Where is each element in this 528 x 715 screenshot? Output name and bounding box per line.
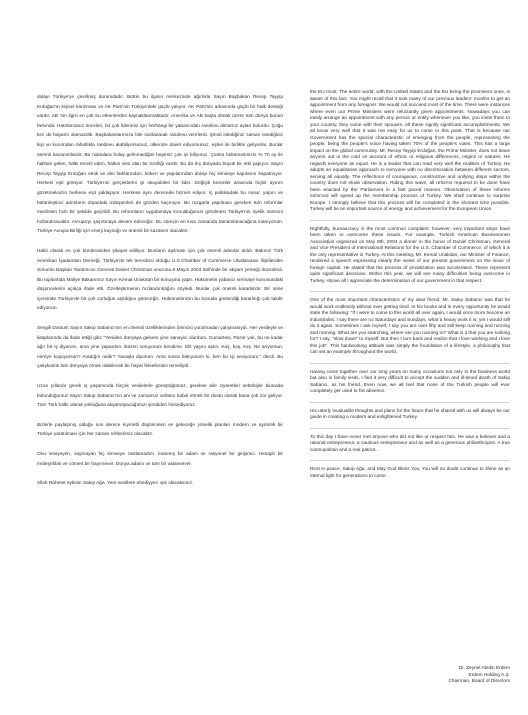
tr-paragraph-1: dolayı Türkiye'ye çevrilmiş durumdadır. Bütün bu ilginin merkezinde ağırlıkla Sayın Başbakan Recep Tayyip Erdoğan'ın kişisel karizması ve AK Parti'nin Türkiye'deki güçlü yatıyor. AK Parti'nin arkasında güçlü bir halk desteği vardır. AB 'nin ilgisi en çok bu etkenlerden kaynaklanmaktadır. Amerika ve AB başta olmak üzere tüm dünya bunun farkında. Hatırlarsanız önceleri, bir çok liderimiz için herhangi bir yabancıdan randevu almamız ayları bulurdu. Çoğu kez de başarılı olamazdık. Başbakanlarımıza bile nazlanarak randevu verirlerdi. Şimdi istediğiniz zaman istediğiniz kişi ve kurumdan rahatlıkla randevu alabiliyorsunuz, ülkenize davet ediyorsunuz, eşleri ile birlikte geliyorlar. Bunlar önemli kazanımlardır. Bu noktalara holay gelinmediğini hepimiz çok iyi biliyoruz. Çünkü hükümetimizin % 70 oy ile halktan gelen, halkı temsil eden, halkın sesi olan bir özelliği vardır. Bu da dış dünyada büyük bir etki yapıyor. Sayın Recep Tayyip Erdoğan etnik ve dini farklarından, köken ve yapılarından dolayı hiç kimseye kapılarını kapatmıyor. Herkesi eşit görüyor. Türkiye'nin gerçeklerini iyi okuyabilen bir lider. Değişik kesimler arasında hiçbir ayırım gözetmeksizin herkese eşit yaklaşıyor. Herkese aynı derecede hizmet ediyor. İç politikadaki bu cesur, yapıcı ve bütünleştirici adımların dışardaki izdüşümleri de gözden kaçmıyor. Bu rüzgarla yapılması gereken tüm reformlar meclisten hızlı bir şekilde geçirildi. Bu reformların uygulamaya konulduğunun görülmesi Türkiye'nin üyelik sürecini hızlandıracaktır. Avrupa'yı şaşırtmaya devam edeceğiz. Bu süreçin en kısa zamanda tamamlanacağına inanıyorum. Türkiye Avrupa Birliği için enerji kaynağı ve önemli bir kazanım olacaktır. [37,95,283,235]
en-paragraph-4: Having come together over our long years on many occasions not only in the business world but also in family visits, I find it very difficult to accept the sudden and ill-timed death of Sakıp Sabancı, as his friend. Even now, we all feel that none of the Turkish people will ever completely get used to his absence. [310,370,510,403]
tr-paragraph-5: Bizlerle paylaşmış olduğu son derece kıymetli düşünceleri ve geleceğe yönelik planları modern ve aydınlık bir Türkiye yaratılması için her zaman rehberimiz olacaktır. [37,422,283,438]
signature-block [390,666,510,686]
turkish-text-column [37,93,283,499]
tr-paragraph-4: Uzun yıllardır gerek iş yaşamında birçok vesilelerle görüştüğümüz, gerekse aile ziyaretleri sebebiyle birarada bulunduğumuz Sayın Sakıp Sabancı'nın ani ve zamansız vefatını kabul etmek bir dostu olarak bana çok zor geliyor. Tüm Türk halkı olarak yokluğuna alışamayacağımızı şimdiden hissediyoruz. [37,384,283,409]
en-paragraph-3: One of the most important characteristics of my dear friend, Mr. Sakıp Sabancı was that he would work endlessly without ever getting tired. In his books and in every opportunity he would state the following: "If I were to come to this world all over again, I would once more become an industrialist. I say there are no Saturdays and Sundays, what a heavy work it is; yet I would still do it again. Sometimes I ask myself, I say you are over fifty and still keep running and running and running. What are you searching, where are you running to? What is it that you are looking for? I say, "slow down" to myself. But then I turn back and realize that I love working and I love this job". This hardworking attitude was simply the foundation of a lifestyle, a philosophy that can set an example throughout the world. [310,298,510,364]
signatory-title: Chairman, Board of Directors [448,679,510,685]
en-paragraph-7: Rest in peace, Sakıp Ağa, and May God Bless You. You will no doubt continue to shine as an eternal light for generations to come. [310,467,510,479]
tr-paragraph-7: Allah Rahmet eylesin Sakıp Ağa. Yeni nesillere ebediyyen ışık olacaksınız. [37,481,194,487]
signatory-name: Dr. Zeynel Abidin Erdem [458,666,510,671]
en-paragraph-1: the EU most. The entire world, with the United States and the EU being the prominent ones, is aware of this fact. You might recall that it took many of our previous leaders' months to get an appointment from any foreigner. We would not succeed most of the time. There were instances where even our Prime Ministers were reluctantly given appointments. Nowadays you can easily arrange an appointment with any person or entity whenever you like, you invite them to your country, they come with their spouses. All these signify significant accomplishments. We all know very well that it was not easy for us to come to this point. That is because our Government has the special characteristic of emerging from the people, representing the people, being the people's voice having taken 70% of the people's votes. This has a large impact on the global community. Mr. Recep Tayyip Erdoğan, the Prime Minister, does not leave anyone out in the cold on account of ethnic or religious differences, origins or natures. He regards everyone as equal. He is a leader that can read very well the realities of Turkey. He adopts an equalitarian approach to everyone with no discrimination between different sectors, serving all equally. The reflections of courageous, constructive and unifying steps within the country does not elude observation. Riding this wave, all reforms required to be done have been enacted by the Parliament in a fast paced manner. Observation of these reforms enforced will speed up the membership process of Turkey. We shall continue to surprise Europe. I strongly believe that this process will be completed in the shortest time possible. Turkey will be an important source of energy and achievement for the European Union. [310,90,510,221]
tr-paragraph-3: Sevgili Dostum Sayın Sakıp Sabancı'nın en önemli özelliklerinden birincisi yorulmadan çalışmasıydı. Her vesileyle ve kitaplarında da ifade ettiği gibi: "Yeniden dünyaya gelsem yine sanayici olurdum. Cumartesi, Pazar yok, bu ne kadar ağır bir iş diyorum, ama yine yapardım. Bazen soruyorum kendime. Elli yaşını aştın. Koş, koş, koş. Ne arıyorsun, nereye koşuyorsun? Aradığın nedir? Yavaşla diyorum. Ama sonra bakıyorum ki, ben bu işi seviyorum." derdi. Bu çalışkanlık tüm dünyaya örnek olabilecek bir hayat felsefesinin temeliydi. [37,326,283,370]
en-paragraph-6: To this day I have never met anyone who did not like or respect him. He was a believer and a rational entrepreneur, a cautious entrepreneur and as well as a generous philanthropist. A true cosmopolitan and a real patriot... [310,435,510,462]
tr-paragraph-6: Onu seviyeyen, saymayan hiç kimseye rastlamadım. İnanmış bir adam ve rasyonel bir girişimci. Hesaplı bir müteşebbis ve cömert bir hayırsever. Dünya adamı ve tam bir vatansever. [37,452,283,467]
signatory-company: Erdem Holding A.Ş. [468,672,510,678]
en-paragraph-5: His utterly invaluable thoughts and plans for the future that he shared with us will always be our guide in creating a modern and enlightened Turkey. [310,409,510,429]
english-text-column [310,90,510,492]
tr-paragraph-2: Haklı olarak en çok bürokrasiden şikayet ediliyor. Bunların aşılması için çok önemli adımlar atıldı. Bakınız Türk Amerikan İşadamları Derneği, Türkiye'de tek temsilcisi olduğu U.S.Chamber of Commerce Uluslararası İlişkilerden Sorumlu Başkan Yardımcısı General Daniel Christman onuruna 8 Mayıs 2004 tarihinde bir akşam yemeği düzenledi. Bu toplantıda Maliye Bakanımız Sayın Kemal Unakıtan bir konuşma yaptı. Hükümetin yabancı sermaye konusundaki düşüncelerini açıkça ifade etti. Özelleştirmenin hızlandırıldığını söyledi. Bunlar çok önemli kararlardır. Bir sene içersinde Türkiye'de bir çok zorluğun aşıldığını göreceğiz. Hükümetimizin bu konuda gösterdiği kararlılığı çok takdir ediyorum. [37,248,283,312]
en-paragraph-2: Rightfully, bureaucracy is the most common complaint, however, very important steps have been taken to overcome these issues. For example, Turkish American Businessmen Association organized on May 8th, 2004 a dinner in the honor of Daniel Christman, General and Vice President of International Relations for the U.S. Chamber of Commerce, of which it is the only representative in Turkey. At this meeting, Mr. Kemal Unakitan, our Minister of Finance, rendered a speech expressing clearly the views of our present government on the issue of foreign capital. He stated that the process of privatization was accelerated. These represent quite significant decisions. Within this year, we will see many difficulties being overcome in Turkey. Above all I appreciate the determination of our government in that respect. [310,227,510,293]
